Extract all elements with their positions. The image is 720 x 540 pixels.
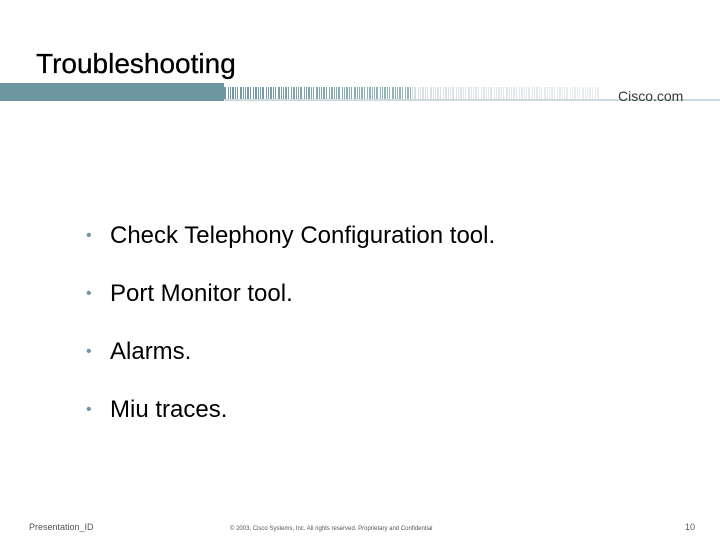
band-stripe [410,87,411,99]
band-stripe [359,87,360,99]
bullet-text: Miu traces. [110,396,228,423]
band-stripe [478,87,479,99]
band-stripe [266,87,267,99]
band-stripe [308,87,310,99]
band-stripe [293,87,295,99]
band-stripe [458,87,459,99]
band-stripe [471,87,472,99]
band-stripe [405,87,406,99]
band-stripe [501,87,502,99]
band-stripe [592,87,593,99]
band-stripe [382,87,383,99]
band-stripe [456,87,457,99]
band-stripe [329,87,330,99]
band-stripe [557,87,558,99]
band-stripe [268,87,269,99]
bullet-text: Check Telephony Configuration tool. [110,222,496,249]
band-stripe [376,87,378,99]
band-stripe [577,87,578,99]
band-stripe [334,87,335,99]
band-stripe [562,87,563,99]
band-stripe [245,87,246,99]
band-stripe [319,87,320,99]
band-stripe [278,87,280,99]
band-stripe [490,87,492,99]
band-stripe [481,87,482,99]
band-stripe [407,87,409,99]
bullet-dot-icon: • [86,343,92,360]
band-stripe [463,87,464,99]
band-stripe [506,87,508,99]
band-stripe [579,87,580,99]
band-stripe [433,87,434,99]
band-stripe [364,87,365,99]
band-stripe [387,87,388,99]
band-stripe [450,87,451,99]
band-stripe [273,87,274,99]
band-stripe [483,87,485,99]
band-stripe [597,87,599,99]
band-stripe [503,87,504,99]
band-stripe [361,87,363,99]
band-stripe [445,87,447,99]
band-stripe [402,87,403,99]
band-stripe [440,87,441,99]
band-stripe [521,87,523,99]
band-stripe [544,87,546,99]
band-stripe [316,87,318,99]
band-stripe [572,87,573,99]
band-stripe [488,87,489,99]
band-stripe [336,87,337,99]
band-stripe [342,87,343,99]
band-stripe [595,87,596,99]
band-stripe [288,87,289,99]
band-stripe [306,87,307,99]
band-stripe [465,87,466,99]
band-stripe [326,87,327,99]
bullet-item [86,334,495,370]
band-stripe [412,87,413,99]
band-stripe [258,87,259,99]
band-stripe [247,87,249,99]
band-stripe [528,87,530,99]
bullet-dot-icon: • [86,285,92,302]
band-stripe [532,87,533,99]
band-stripe [321,87,322,99]
band-solid-segment [0,83,224,101]
bullet-list [86,218,495,450]
band-stripe [346,87,348,99]
footer-copyright: © 2003, Cisco Systems, Inc. All rights reserved. Proprietary and Confidential [230,526,433,532]
bullet-text: Port Monitor tool. [110,280,293,307]
band-stripe [587,87,588,99]
band-stripe [496,87,497,99]
band-stripe [498,87,500,99]
band-stripe [367,87,368,99]
bullet-text: Alarms. [110,338,192,365]
band-stripe [323,87,325,99]
band-stripe [311,87,312,99]
band-stripe [574,87,576,99]
band-stripe [275,87,276,99]
band-stripe [475,87,477,99]
band-stripe [285,87,287,99]
band-stripe [414,87,416,99]
band-stripe [380,87,381,99]
band-stripe [237,87,238,99]
band-stripe [511,87,512,99]
band-stripe [253,87,254,99]
band-stripe [304,87,305,99]
band-stripe [224,87,226,99]
band-stripe [443,87,444,99]
band-stripe [283,87,284,99]
band-stripe [430,87,432,99]
bullet-item [86,392,495,428]
band-stripe [554,87,555,99]
band-stripe [262,87,264,99]
band-stripe [486,87,487,99]
band-stripe [437,87,439,99]
band-stripe [448,87,449,99]
band-stripe [570,87,571,99]
band-stripe [351,87,352,99]
band-stripe [564,87,565,99]
bullet-item [86,276,495,312]
band-stripe [338,87,340,99]
band-stripe [534,87,535,99]
band-stripe [392,87,394,99]
band-stripe [427,87,428,99]
footer-presentation-id: Presentation_ID [29,522,94,532]
band-stripe [250,87,251,99]
band-stripe [536,87,538,99]
bullet-item [86,218,495,254]
title-band [0,83,720,103]
band-stripe [513,87,515,99]
bullet-dot-icon: • [86,401,92,418]
band-stripe [452,87,454,99]
band-stripe [389,87,390,99]
band-stripe [281,87,282,99]
band-stripe [566,87,568,99]
band-stripes [224,87,599,99]
band-stripe [300,87,302,99]
band-stripe [559,87,561,99]
band-stripe [228,87,229,99]
band-stripe [435,87,436,99]
bullet-dot-icon: • [86,227,92,244]
band-stripe [240,87,242,99]
band-stripe [331,87,333,99]
band-stripe [460,87,462,99]
band-stripe [551,87,553,99]
cisco-logo-text: Cisco.com [618,88,684,104]
band-stripe [399,87,401,99]
band-stripe [235,87,236,99]
band-stripe [243,87,244,99]
band-stripe [344,87,345,99]
band-stripe [539,87,540,99]
band-stripe [260,87,261,99]
band-stripe [270,87,272,99]
band-stripe [349,87,350,99]
band-stripe [357,87,358,99]
band-stripe [541,87,542,99]
band-stripe [313,87,314,99]
band-stripe [519,87,520,99]
slide-title: Troubleshooting [36,48,236,79]
footer-page-number: 10 [685,522,696,532]
band-stripe [397,87,398,99]
band-stripe [298,87,299,99]
band-stripe [354,87,356,99]
band-stripe [468,87,470,99]
band-stripe [255,87,257,99]
band-stripe [296,87,297,99]
band-stripe [395,87,396,99]
band-stripe [494,87,495,99]
band-stripe [473,87,474,99]
band-stripe [425,87,426,99]
band-stripe [232,87,234,99]
band-underline [0,99,720,101]
band-stripe [549,87,550,99]
band-stripe [372,87,373,99]
band-stripe [547,87,548,99]
band-stripe [291,87,292,99]
band-stripe [230,87,231,99]
band-stripe [516,87,517,99]
band-stripe [589,87,591,99]
band-stripe [384,87,386,99]
band-stripe [585,87,586,99]
band-stripe [509,87,510,99]
band-stripe [369,87,371,99]
band-stripe [582,87,584,99]
band-stripe [374,87,375,99]
band-stripe [422,87,424,99]
band-stripe [526,87,527,99]
band-stripe [524,87,525,99]
band-stripe [420,87,421,99]
band-stripe [418,87,419,99]
